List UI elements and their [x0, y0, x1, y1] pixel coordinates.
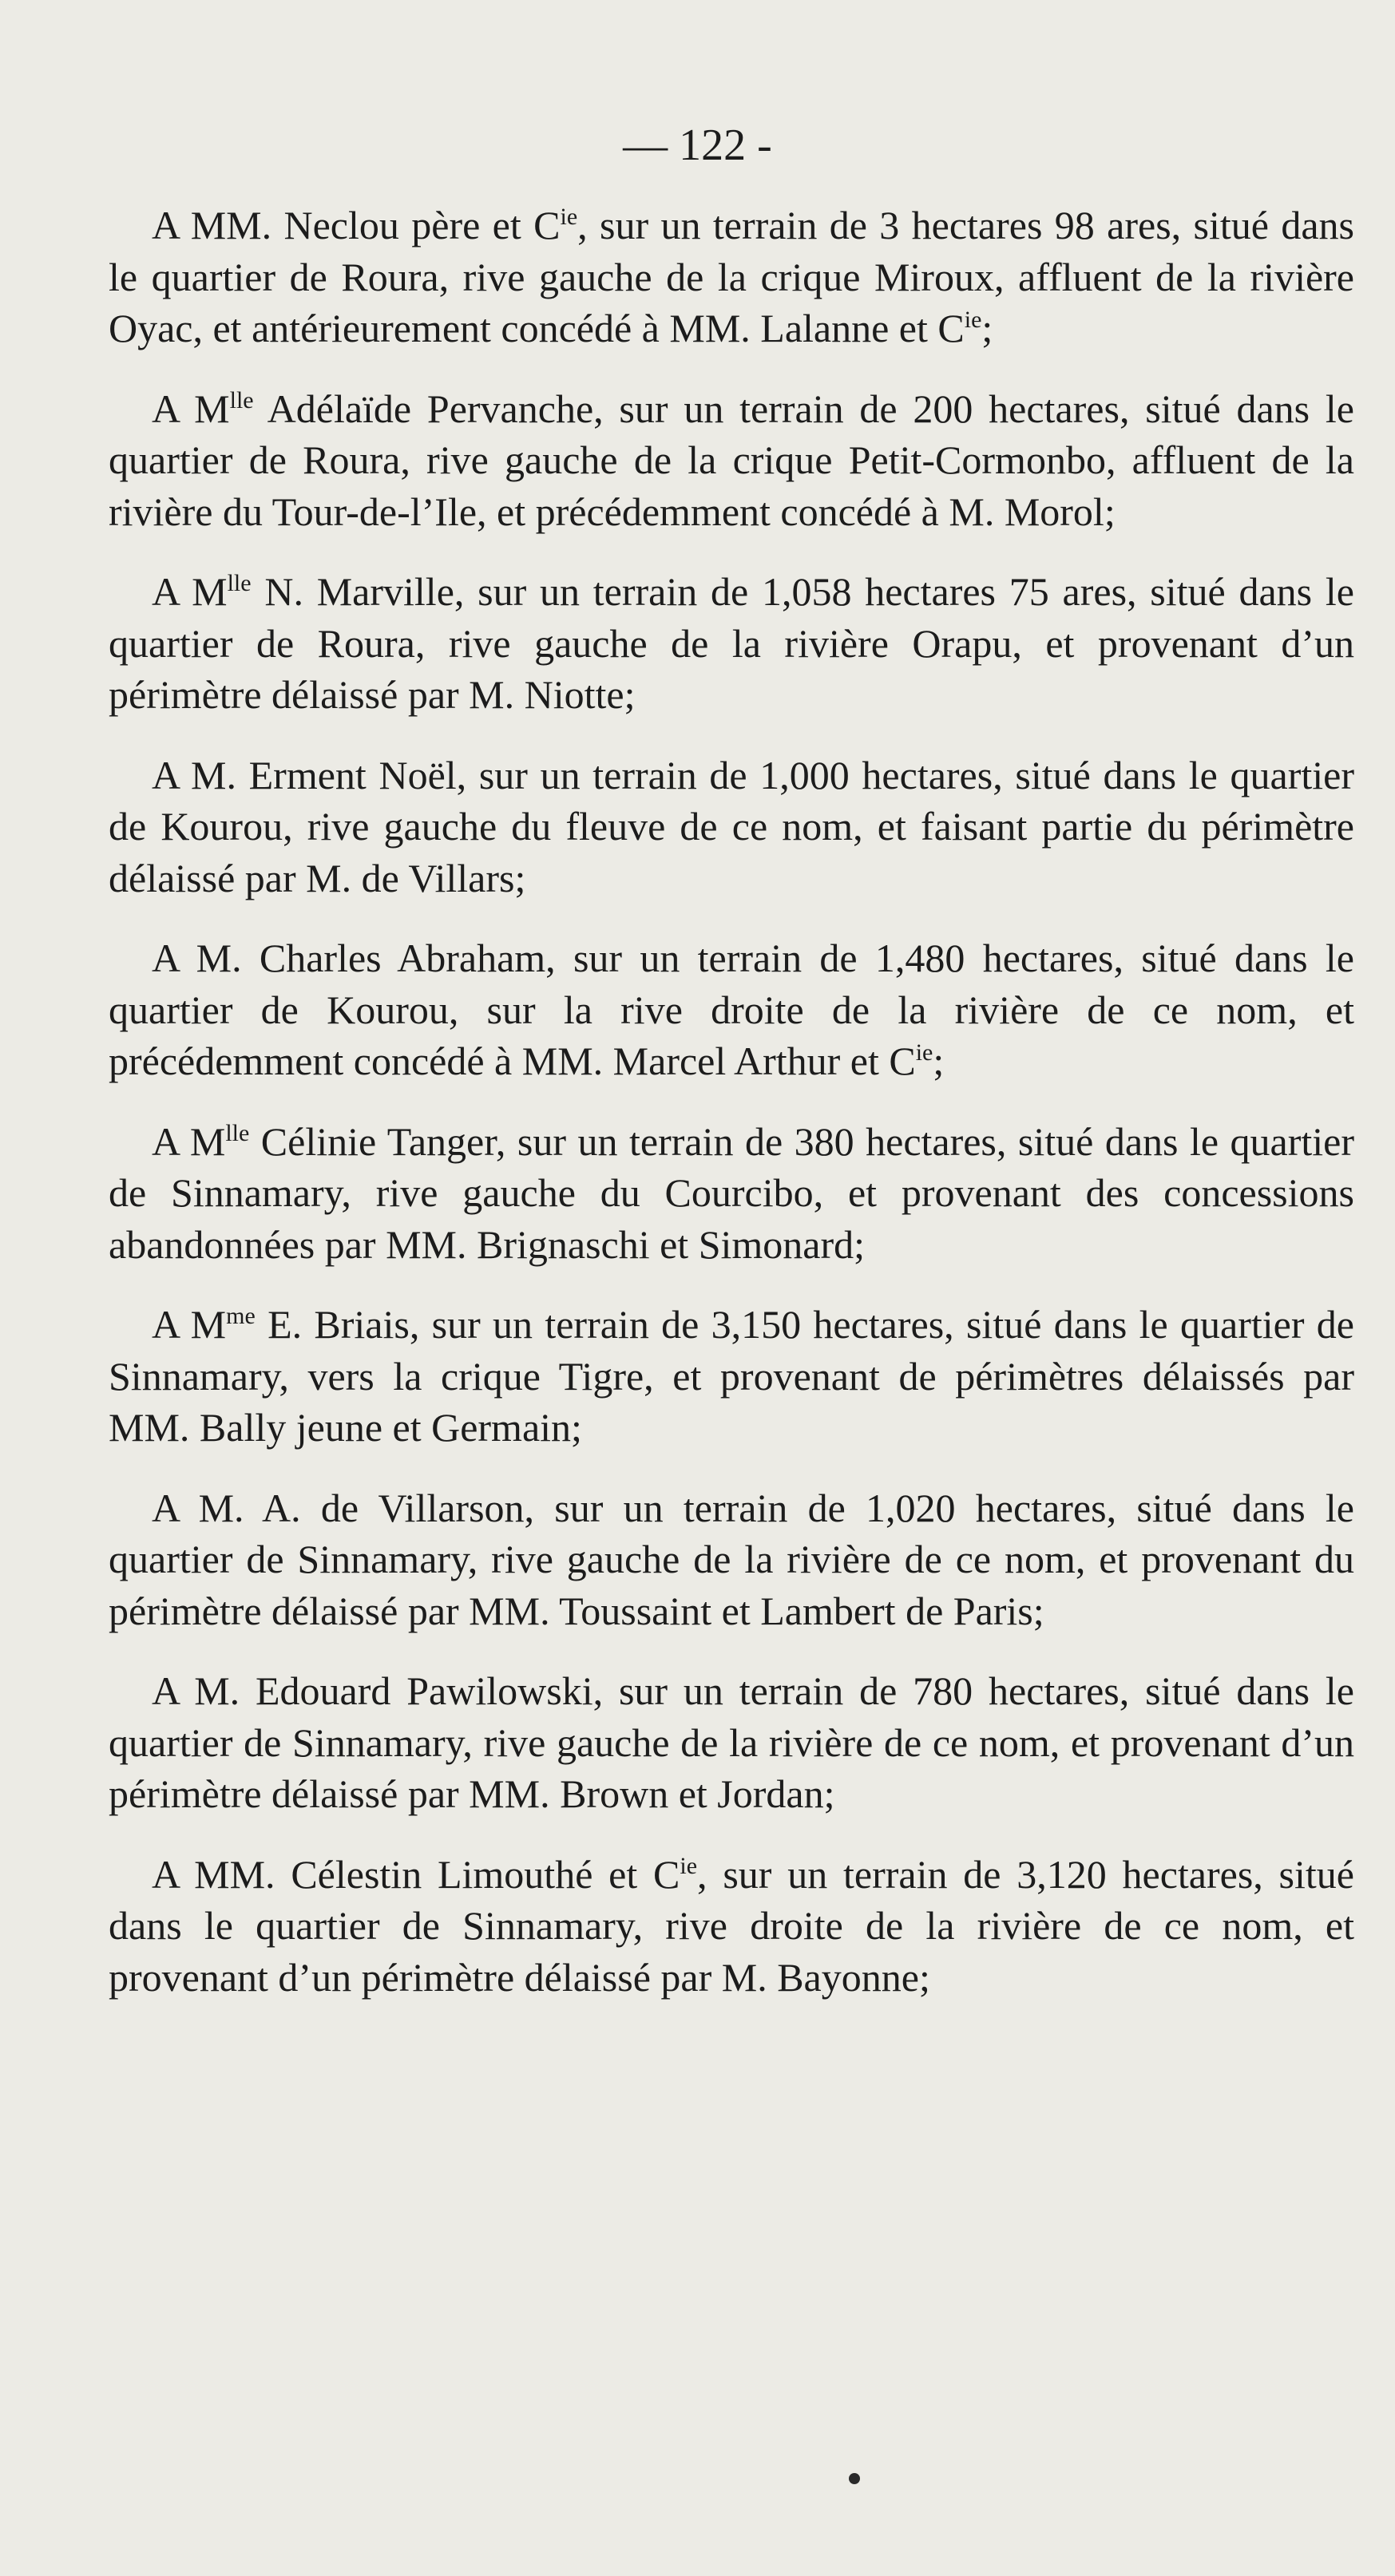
entry-text: A MM. Neclou père et C — [152, 203, 561, 247]
superscript: ie — [964, 307, 982, 333]
entry-briais — [109, 1299, 1354, 1454]
superscript: ie — [915, 1039, 933, 1066]
superscript: lle — [225, 1119, 250, 1146]
superscript: me — [226, 1303, 256, 1329]
superscript: ie — [680, 1852, 698, 1879]
superscript: lle — [229, 386, 254, 414]
entry-limouthe — [109, 1849, 1354, 2004]
entry-text: , sur un terrain de 3 hectares 98 ares, situé dans le quartier de Roura, rive gauche de la crique Miroux, affluent de la rivière Oyac, et antérieurement concédé à MM. Lalanne et C — [109, 203, 1354, 350]
entry-tanger — [109, 1116, 1354, 1271]
superscript: ie — [560, 204, 578, 230]
entry-pawilowski — [109, 1665, 1354, 1820]
entry-marville — [109, 566, 1354, 721]
entry-abraham — [109, 932, 1354, 1087]
page-number: — 122 - — [623, 121, 772, 170]
entry-text: A M — [152, 386, 230, 431]
entry-text: , sur un terrain de 3,120 hectares, situé dans le quartier de Sinnamary, rive droite de la rivière de ce nom, et provenant d’un périmètre délaissé par M. Bayonne; — [109, 1851, 1354, 2000]
entry-villarson — [109, 1482, 1354, 1637]
entry-text: ; — [933, 1039, 945, 1083]
entry-text: A M. Erment Noël, sur un terrain de 1,000 hectares, situé dans le quartier de Kourou, rive gauche du fleuve de ce nom, et faisant partie du périmètre délaissé par M. de Villars; — [109, 752, 1354, 900]
entry-pervanche — [109, 383, 1354, 538]
entry-text: Adélaïde Pervanche, sur un terrain de 200 hectares, situé dans le quartier de Roura, rive gauche de la crique Petit-Cormonbo, affluent de la rivière du Tour-de-l’Ile, et précédemment concédé à M. Morol; — [109, 386, 1354, 534]
entry-text: A M — [152, 569, 228, 614]
entry-noel — [109, 750, 1354, 904]
entry-text: A M. A. de Villarson, sur un terrain de 1,020 hectares, situé dans le quartier de Sinnamary, rive gauche de la rivière de ce nom, et provenant du périmètre délaissé par MM. Toussaint et Lambert de Paris; — [109, 1485, 1354, 1633]
superscript: lle — [227, 570, 252, 596]
entry-text: ; — [981, 306, 993, 350]
entry-text: N. Marville, sur un terrain de 1,058 hectares 75 ares, situé dans le quartier de Roura, rive gauche de la rivière Orapu, et provenant d’un périmètre délaissé par M. Niotte; — [109, 569, 1354, 717]
entry-text: E. Briais, sur un terrain de 3,150 hectares, situé dans le quartier de Sinnamary, vers la crique Tigre, et provenant de périmètres délaissés par MM. Bally jeune et Germain; — [109, 1302, 1354, 1450]
entry-text: A MM. Célestin Limouthé et C — [152, 1851, 680, 1897]
entry-neclou — [109, 200, 1354, 354]
entry-text: Célinie Tanger, sur un terrain de 380 hectares, situé dans le quartier de Sinnamary, rive gauche du Courcibo, et provenant des concessions abandonnées par MM. Brignaschi et Simonard; — [109, 1118, 1355, 1267]
entry-text: A M. Edouard Pawilowski, sur un terrain de 780 hectares, situé dans le quartier de Sinnamary, rive gauche de la rivière de ce nom, et provenant d’un périmètre délaissé par MM. Brown et Jordan; — [109, 1668, 1354, 1816]
entry-text: A M — [152, 1118, 226, 1164]
entry-text: A M — [152, 1302, 227, 1347]
ink-dot-mark — [849, 2473, 860, 2484]
concessions-text — [109, 200, 1354, 2032]
entry-text: A M. Charles Abraham, sur un terrain de 1,480 hectares, situé dans le quartier de Kourou, sur la rive droite de la rivière de ce nom, et précédemment concédé à MM. Marcel Arthur et C — [109, 936, 1354, 1083]
